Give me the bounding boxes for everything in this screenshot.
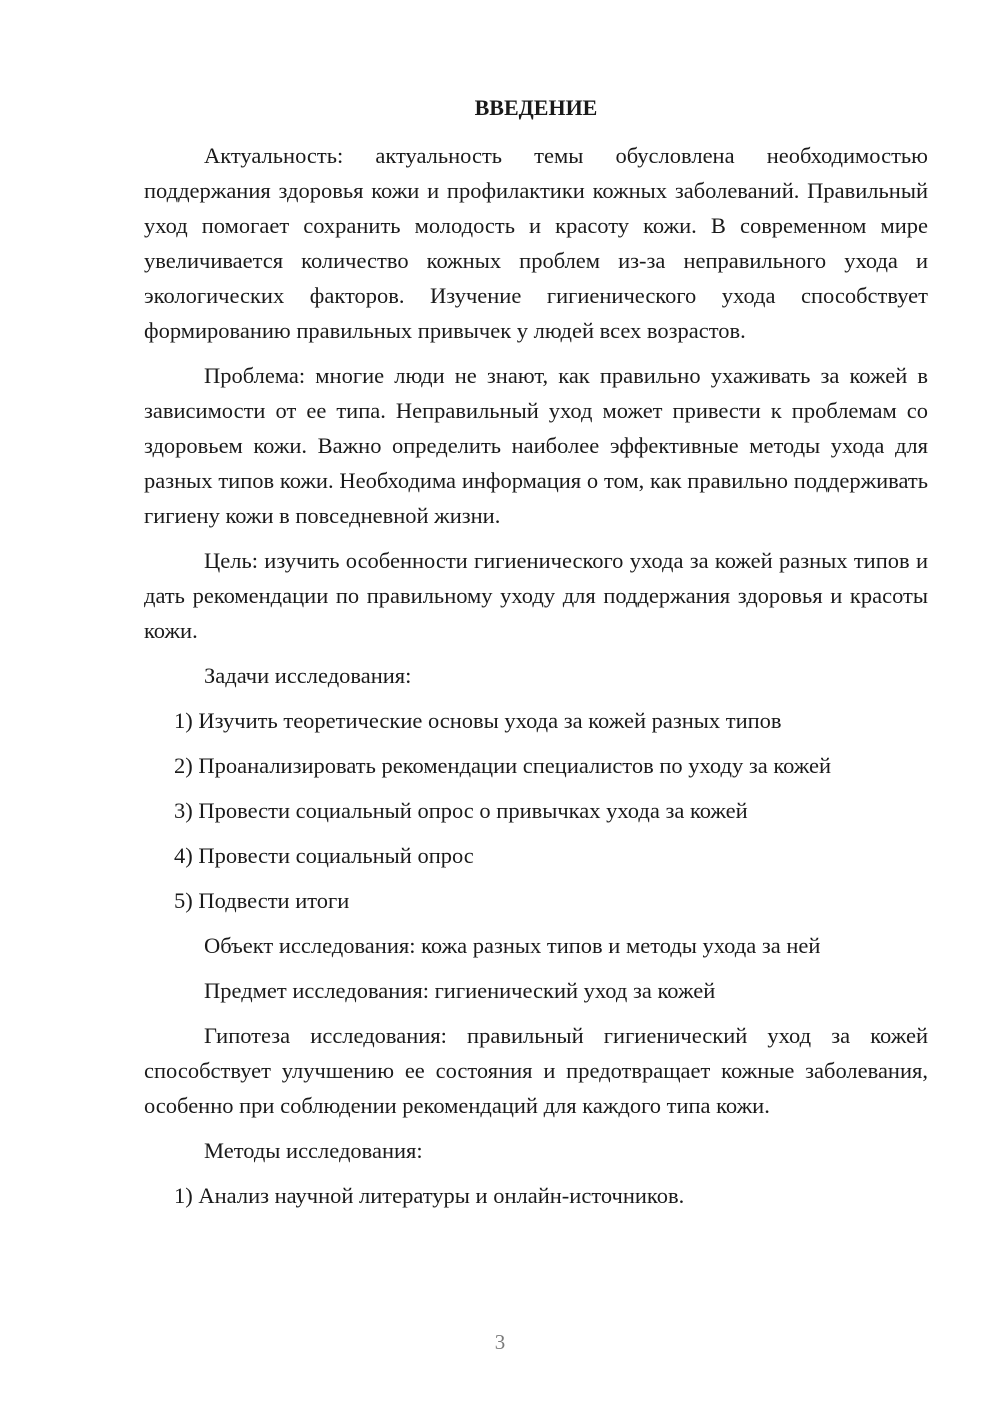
relevance-paragraph: Актуальность: актуальность темы обусловлена необходимостью поддержания здоровья кожи и профилактики кожных заболеваний. Правильный уход помогает сохранить молодость и красоту кожи. В современном мире увеличивается количество кожных проблем из-за неправильного ухода и экологических факторов. Изучение гигиенического ухода способствует формированию правильных привычек у людей всех возрастов. [144,143,928,343]
goal-paragraph: Цель: изучить особенности гигиенического ухода за кожей разных типов и дать рекомендации по правильному уходу для поддержания здоровья и красоты кожи. [144,548,928,643]
section-title: ВВЕДЕНИЕ [474,95,598,120]
task-item-3: 3) Провести социальный опрос о привычках ухода за кожей [174,798,748,823]
hypothesis-paragraph: Гипотеза исследования: правильный гигиенический уход за кожей способствует улучшению ее состояния и предотвращает кожные заболевания, особенно при соблюдении рекомендаций для каждого типа кожи. [144,1023,928,1118]
tasks-heading: Задачи исследования: [204,663,412,688]
task-item-5: 5) Подвести итоги [174,888,350,913]
page-number: 3 [494,1330,506,1354]
subject-paragraph: Предмет исследования: гигиенический уход за кожей [204,978,716,1003]
method-item-1: 1) Анализ научной литературы и онлайн-источников. [174,1183,685,1208]
methods-heading: Методы исследования: [204,1138,423,1163]
document-page [144,92,928,1223]
problem-paragraph: Проблема: многие люди не знают, как правильно ухаживать за кожей в зависимости от ее типа. Неправильный уход может привести к проблемам со здоровьем кожи. Важно определить наиболее эффективные методы ухода для разных типов кожи. Необходима информация о том, как правильно поддерживать гигиену кожи в повседневной жизни. [144,363,928,528]
task-item-2: 2) Проанализировать рекомендации специалистов по уходу за кожей [174,753,832,778]
object-paragraph: Объект исследования: кожа разных типов и методы ухода за ней [204,933,821,958]
task-item-1: 1) Изучить теоретические основы ухода за кожей разных типов [174,708,782,733]
task-item-4: 4) Провести социальный опрос [174,843,474,868]
